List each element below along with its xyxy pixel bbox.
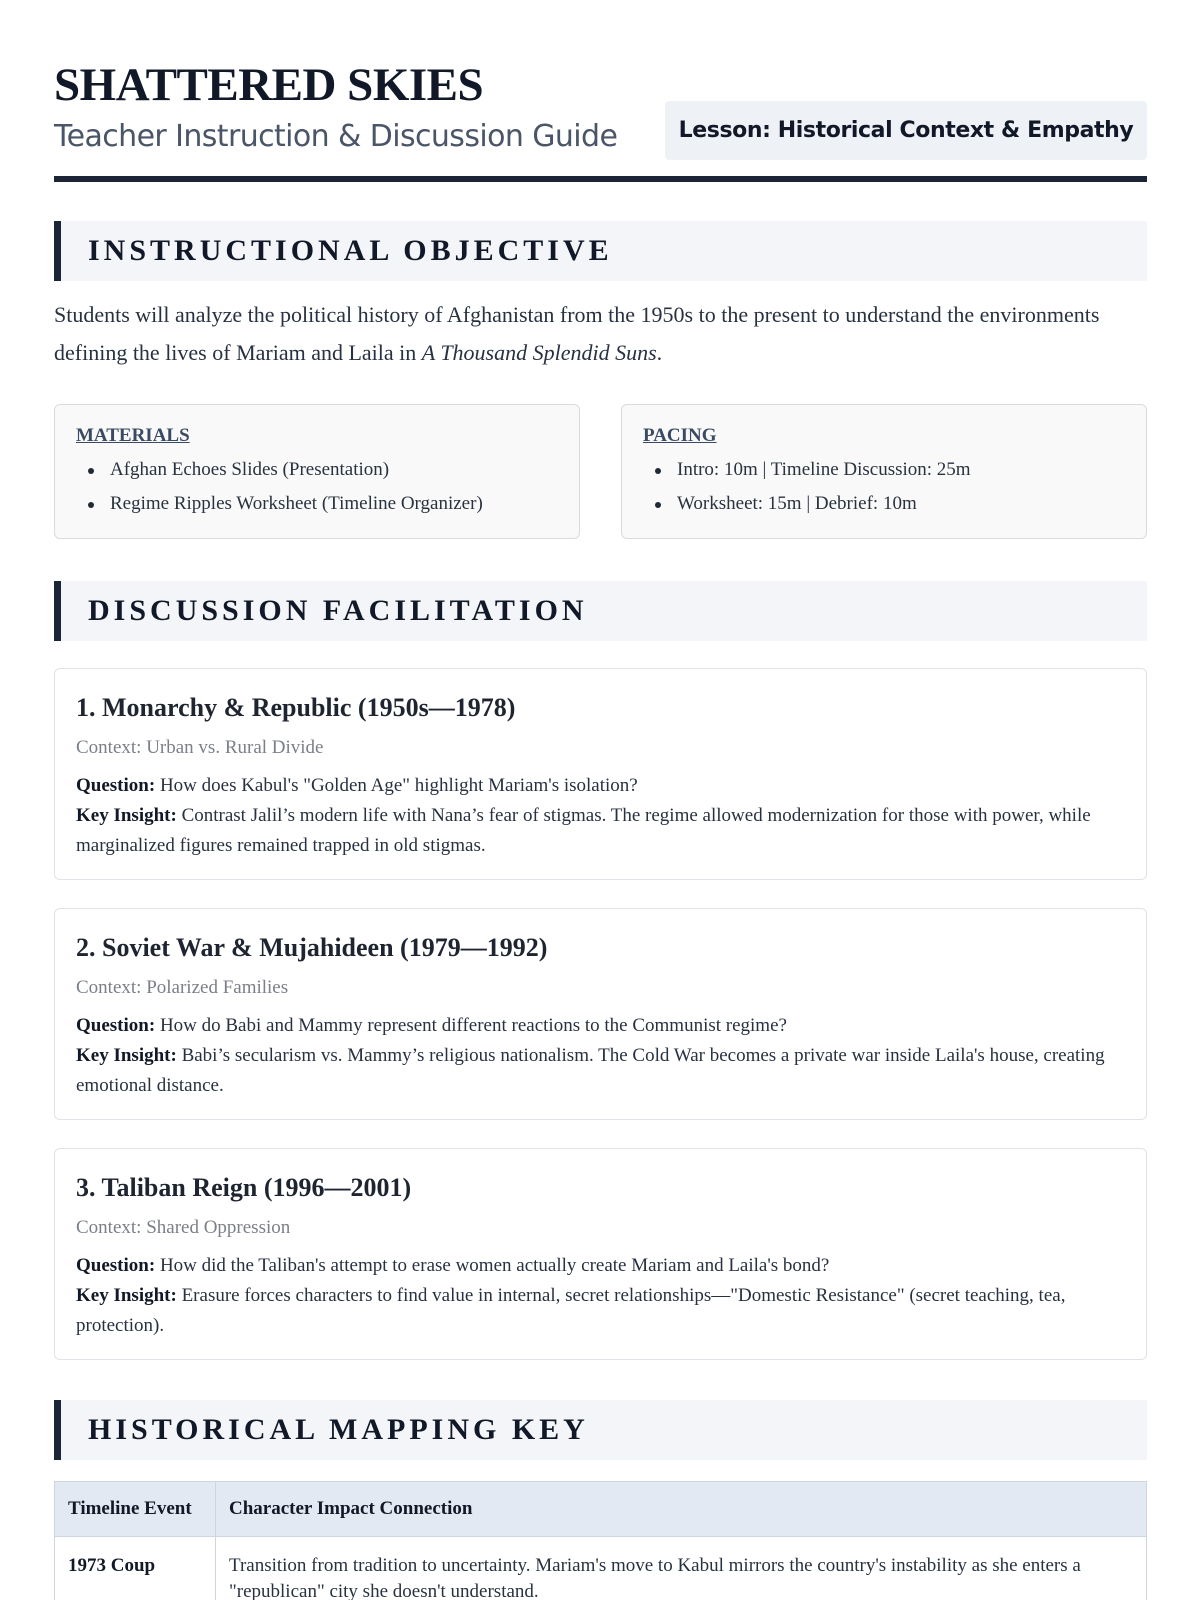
card-insight <box>76 1281 1125 1341</box>
section-heading-objective <box>54 221 1147 281</box>
discussion-card <box>54 668 1147 880</box>
question-label: Question: <box>76 1015 156 1036</box>
document-title: SHATTERED SKIES <box>54 59 484 111</box>
document-subtitle: Teacher Instruction & Discussion Guide <box>54 119 618 154</box>
column-header: Character Impact Connection <box>216 1482 1147 1537</box>
insight-label: Key Insight: <box>76 1045 177 1066</box>
section-heading-label: HISTORICAL MAPPING KEY <box>88 1413 589 1446</box>
card-question <box>76 1251 1125 1281</box>
section-heading-mapping <box>54 1400 1147 1460</box>
question-text: How did the Taliban's attempt to erase women actually create Mariam and Laila's bond? <box>159 1255 830 1276</box>
pacing-heading: PACING <box>643 425 717 446</box>
question-label: Question: <box>76 1255 156 1276</box>
question-label: Question: <box>76 775 156 796</box>
discussion-card <box>54 908 1147 1120</box>
question-text: How does Kabul's "Golden Age" highlight Mariam's isolation? <box>159 775 638 796</box>
list-item: Intro: 10m | Timeline Discussion: 25m <box>643 453 1125 487</box>
materials-box <box>54 404 580 539</box>
card-context: Context: Shared Oppression <box>76 1217 291 1238</box>
question-text: How do Babi and Mammy represent different reactions to the Communist regime? <box>159 1015 787 1036</box>
table-row <box>55 1537 1147 1600</box>
book-title: A Thousand Splendid Suns <box>421 340 657 365</box>
card-title: 2. Soviet War & Mujahideen (1979—1992) <box>76 933 548 962</box>
card-title: 1. Monarchy & Republic (1950s—1978) <box>76 693 516 722</box>
list-item: Worksheet: 15m | Debrief: 10m <box>643 487 1125 521</box>
mapping-table <box>54 1481 1147 1600</box>
objective-text-end: . <box>656 340 663 365</box>
section-heading-label: DISCUSSION FACILITATION <box>88 594 588 627</box>
card-context: Context: Urban vs. Rural Divide <box>76 737 324 758</box>
list-item: Regime Ripples Worksheet (Timeline Organizer) <box>76 487 558 521</box>
card-question <box>76 1011 1125 1041</box>
section-heading-discussion <box>54 581 1147 641</box>
insight-text: Erasure forces characters to find value in internal, secret relationships—"Domestic Resistance" (secret teaching, tea, protection). <box>76 1285 1066 1336</box>
card-insight <box>76 1041 1125 1101</box>
card-question <box>76 771 1125 801</box>
insight-label: Key Insight: <box>76 805 177 826</box>
discussion-card <box>54 1148 1147 1360</box>
insight-label: Key Insight: <box>76 1285 177 1306</box>
table-header-row <box>55 1482 1147 1537</box>
column-header: Timeline Event <box>55 1482 216 1537</box>
document-header <box>54 0 1147 182</box>
pacing-list <box>643 453 1125 521</box>
impact-cell: Transition from tradition to uncertainty. Mariam's move to Kabul mirrors the country's instability as she enters a "republican" city she doesn't understand. <box>216 1537 1147 1600</box>
card-title: 3. Taliban Reign (1996—2001) <box>76 1173 412 1202</box>
pacing-box <box>621 404 1147 539</box>
objective-paragraph <box>54 296 1147 372</box>
lesson-badge: Lesson: Historical Context & Empathy <box>665 101 1147 160</box>
card-insight <box>76 801 1125 861</box>
materials-list <box>76 453 558 521</box>
objective-text: Students will analyze the political history of Afghanistan from the 1950s to the present to understand the environments defining the lives of Mariam and Laila in <box>54 302 1100 365</box>
card-context: Context: Polarized Families <box>76 977 289 998</box>
insight-text: Contrast Jalil’s modern life with Nana’s fear of stigmas. The regime allowed modernization for those with power, while marginalized figures remained trapped in old stigmas. <box>76 805 1091 856</box>
section-heading-label: INSTRUCTIONAL OBJECTIVE <box>88 234 613 267</box>
insight-text: Babi’s secularism vs. Mammy’s religious nationalism. The Cold War becomes a private war inside Laila's house, creating emotional distance. <box>76 1045 1105 1096</box>
event-cell: 1973 Coup <box>55 1537 216 1600</box>
materials-heading: MATERIALS <box>76 425 190 446</box>
list-item: Afghan Echoes Slides (Presentation) <box>76 453 558 487</box>
teacher-guide-page <box>54 0 1147 1600</box>
